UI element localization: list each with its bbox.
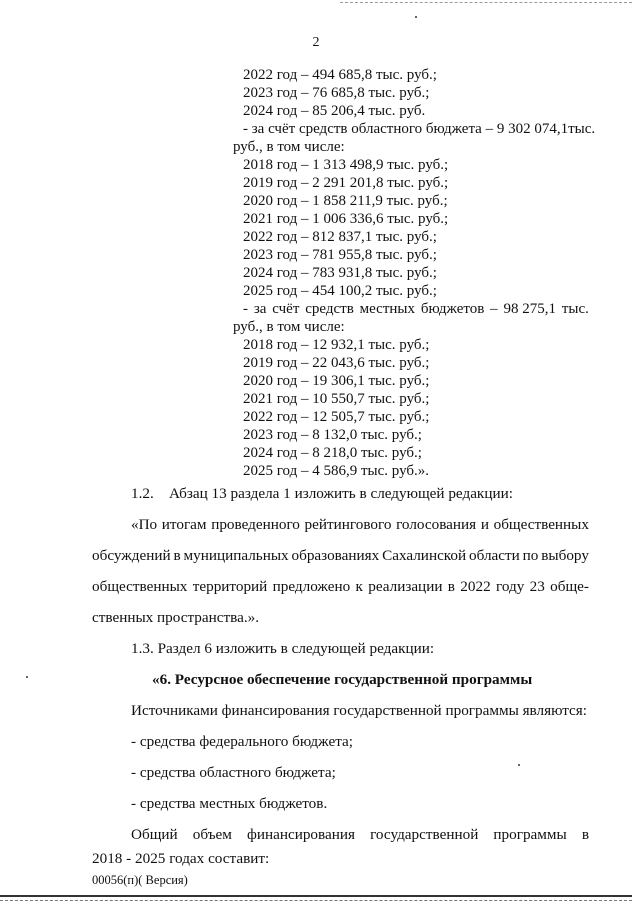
total-line-last: 2018 - 2025 годах составит:	[92, 850, 270, 867]
budget-year-line: 2021 год – 10 550,7 тыс. руб.;	[243, 391, 430, 407]
budget-year-line: 2024 год – 8 218,0 тыс. руб.;	[243, 445, 422, 461]
budget-year-line: 2023 год – 781 955,8 тыс. руб.;	[243, 247, 437, 263]
word: выбору	[541, 547, 589, 564]
word: «По	[131, 516, 158, 533]
word: обсуждений	[92, 547, 171, 564]
item-1-3: 1.3. Раздел 6 изложить в следующей редакции:	[131, 640, 435, 657]
budget-year-line: 2022 год – 812 837,1 тыс. руб.;	[243, 229, 437, 245]
word: общественных	[493, 516, 589, 533]
document-code: 00056(п)( Версия)	[92, 873, 188, 887]
sources-intro: Источниками финансирования государственной программы являются:	[131, 702, 588, 719]
source-item: - средства областного бюджета;	[131, 764, 336, 781]
budget-year-line: 2021 год – 1 006 336,6 тыс. руб.;	[243, 211, 449, 227]
budget-year-line: 2020 год – 19 306,1 тыс. руб.;	[243, 373, 430, 389]
word: в	[447, 578, 455, 595]
budget-year-line: 2022 год – 12 505,7 тыс. руб.;	[243, 409, 430, 425]
word: обще-	[550, 578, 589, 595]
word: в	[173, 547, 181, 564]
regional-budget-total	[243, 121, 596, 138]
source-item: - средства местных бюджетов.	[131, 795, 328, 812]
quote-line	[131, 516, 589, 534]
local-budget-including: руб., в том числе:	[233, 319, 345, 335]
scan-top-edge	[340, 2, 632, 3]
word: счёт	[272, 301, 300, 317]
budget-year-line: 2018 год – 1 313 498,9 тыс. руб.;	[243, 157, 449, 173]
word: проведенного	[211, 516, 300, 533]
scan-bottom-edge	[0, 895, 632, 897]
quote-line	[92, 547, 589, 565]
word: финансирования	[247, 826, 355, 843]
page-number: 2	[312, 35, 320, 50]
word: за	[253, 301, 267, 317]
word: области	[469, 547, 520, 564]
word: Общий	[131, 826, 178, 843]
budget-year-line: 2022 год – 494 685,8 тыс. руб.;	[243, 67, 437, 83]
word: -	[243, 301, 248, 317]
budget-year-line: 2019 год – 22 043,6 тыс. руб.;	[243, 355, 430, 371]
word: территорий	[192, 578, 268, 595]
word: голосования	[396, 516, 477, 533]
quote-line	[92, 578, 589, 596]
word: рейтингового	[304, 516, 392, 533]
word: 2022	[460, 578, 491, 595]
total-line	[131, 826, 589, 844]
word: бюджетов	[420, 301, 485, 317]
word: и	[480, 516, 489, 533]
budget-year-line: 2018 год – 12 932,1 тыс. руб.;	[243, 337, 430, 353]
word: по	[522, 547, 539, 564]
word: средств	[305, 301, 354, 317]
quote-line-last: ственных пространства.».	[92, 609, 260, 626]
budget-year-line: 2023 год – 76 685,8 тыс. руб.;	[243, 85, 430, 101]
word: 23	[529, 578, 545, 595]
regional-budget-including: руб., в том числе:	[233, 139, 345, 155]
word: к	[355, 578, 363, 595]
word: реализации	[368, 578, 443, 595]
word: местных	[359, 301, 415, 317]
budget-year-line: 2024 год – 783 931,8 тыс. руб.;	[243, 265, 437, 281]
budget-year-line: 2020 год – 1 858 211,9 тыс. руб.;	[243, 193, 448, 209]
scan-speck	[518, 764, 520, 766]
word: –	[490, 301, 498, 317]
word: объем	[192, 826, 232, 843]
budget-year-line: 2019 год – 2 291 201,8 тыс. руб.;	[243, 175, 449, 191]
word: программы	[493, 826, 567, 843]
word: в	[581, 826, 589, 843]
word: итогам	[161, 516, 207, 533]
budget-year-line: 2025 год – 454 100,2 тыс. руб.;	[243, 283, 437, 299]
regional-budget-total-text: - за счёт средств областного бюджета – 9 302 074,1	[243, 121, 569, 137]
budget-year-line: 2023 год – 8 132,0 тыс. руб.;	[243, 427, 422, 443]
section-6-heading: «6. Ресурсное обеспечение государственной программы	[152, 671, 533, 688]
item-1-2: 1.2. Абзац 13 раздела 1 изложить в следующей редакции:	[131, 485, 513, 502]
scan-speck	[415, 16, 417, 18]
scan-speck	[26, 676, 28, 678]
word: образованиях	[291, 547, 380, 564]
word: государственной	[370, 826, 479, 843]
word: муниципальных	[183, 547, 289, 564]
word: Сахалинской	[382, 547, 467, 564]
budget-year-line: 2024 год – 85 206,4 тыс. руб.	[243, 103, 426, 119]
source-item: - средства федерального бюджета;	[131, 733, 353, 750]
word: году	[495, 578, 525, 595]
regional-budget-total-unit: тыс.	[568, 121, 596, 137]
scan-bottom-edge-shadow	[0, 900, 632, 901]
word: тыс.	[561, 301, 589, 317]
word: 98 275,1	[503, 301, 556, 317]
word: предложено	[272, 578, 351, 595]
local-budget-total	[243, 301, 589, 318]
budget-year-line: 2025 год – 4 586,9 тыс. руб.».	[243, 463, 430, 479]
word: общественных	[92, 578, 188, 595]
